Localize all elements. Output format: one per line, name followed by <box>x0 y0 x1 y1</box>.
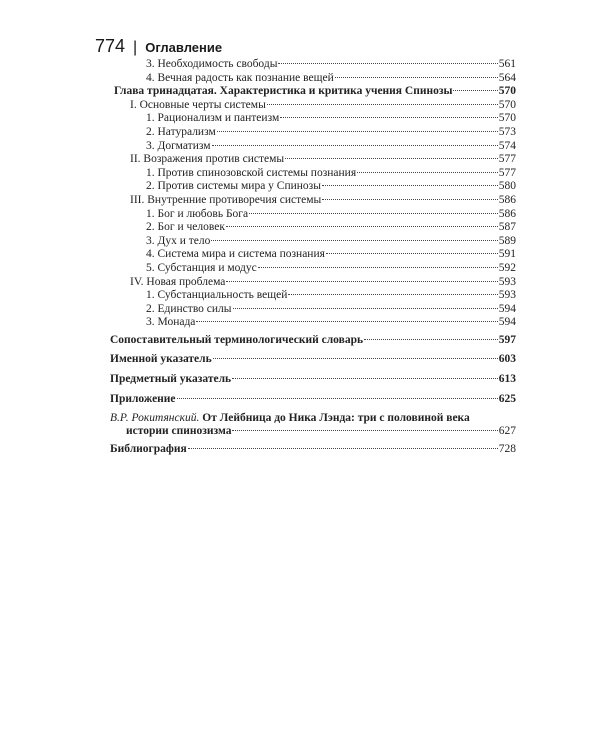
toc-entry: 2. Против системы мира у Спинозы 580 <box>146 180 516 193</box>
toc-entry: 3. Догматизм 574 <box>146 139 516 152</box>
toc-section: IV. Новая проблема 593 <box>130 275 516 288</box>
toc-entry: 2. Единство силы 594 <box>146 302 516 315</box>
toc-entry: 1. Рационализм и пантеизм 570 <box>146 112 516 125</box>
toc-section: III. Внутренние противоречия системы 586 <box>130 193 516 206</box>
table-of-contents <box>110 58 516 456</box>
toc-entry: 4. Система мира и система познания 591 <box>146 248 516 261</box>
toc-chapter: Библиография 728 <box>110 442 516 455</box>
entry-page: 627 <box>498 425 516 438</box>
toc-entry: 1. Бог и любовь Бога 586 <box>146 207 516 220</box>
toc-section: I. Основные черты системы 570 <box>130 98 516 111</box>
entry-title-line2: истории спинозизма <box>126 425 232 438</box>
toc-entry: 4. Вечная радость как познание вещей 564 <box>146 71 516 84</box>
toc-entry: 1. Против спинозовской системы познания 577 <box>146 166 516 179</box>
toc-section: II. Возражения против системы 577 <box>130 153 516 166</box>
entry-title-line1: От Лейбница до Ника Лэнда: три с половиной века <box>202 412 470 425</box>
toc-chapter: Именной указатель 603 <box>110 353 516 366</box>
toc-entry: 3. Необходимость свободы 561 <box>146 58 516 70</box>
header-title: Оглавление <box>145 40 223 55</box>
page-number: 774 <box>95 36 126 56</box>
toc-entry: 3. Дух и тело 589 <box>146 234 516 247</box>
toc-appendix-entry <box>110 411 516 439</box>
toc-entry: 1. Субстанциальность вещей 593 <box>146 289 516 302</box>
toc-chapter: Приложение 625 <box>110 392 516 405</box>
header-separator: | <box>133 39 138 56</box>
toc-entry: 5. Субстанция и модус 592 <box>146 261 516 274</box>
toc-entry: 2. Натурализм 573 <box>146 125 516 138</box>
toc-chapter: Предметный указатель 613 <box>110 373 516 386</box>
running-header <box>95 36 222 57</box>
toc-entry: 2. Бог и человек 587 <box>146 221 516 234</box>
toc-chapter: Глава тринадцатая. Характеристика и критика учения Спинозы 570 <box>114 85 516 98</box>
entry-author: В.Р. Рокитянский. <box>110 412 200 425</box>
toc-entry: 3. Монада 594 <box>146 316 516 329</box>
toc-chapter: Сопоставительный терминологический словарь 597 <box>110 333 516 346</box>
